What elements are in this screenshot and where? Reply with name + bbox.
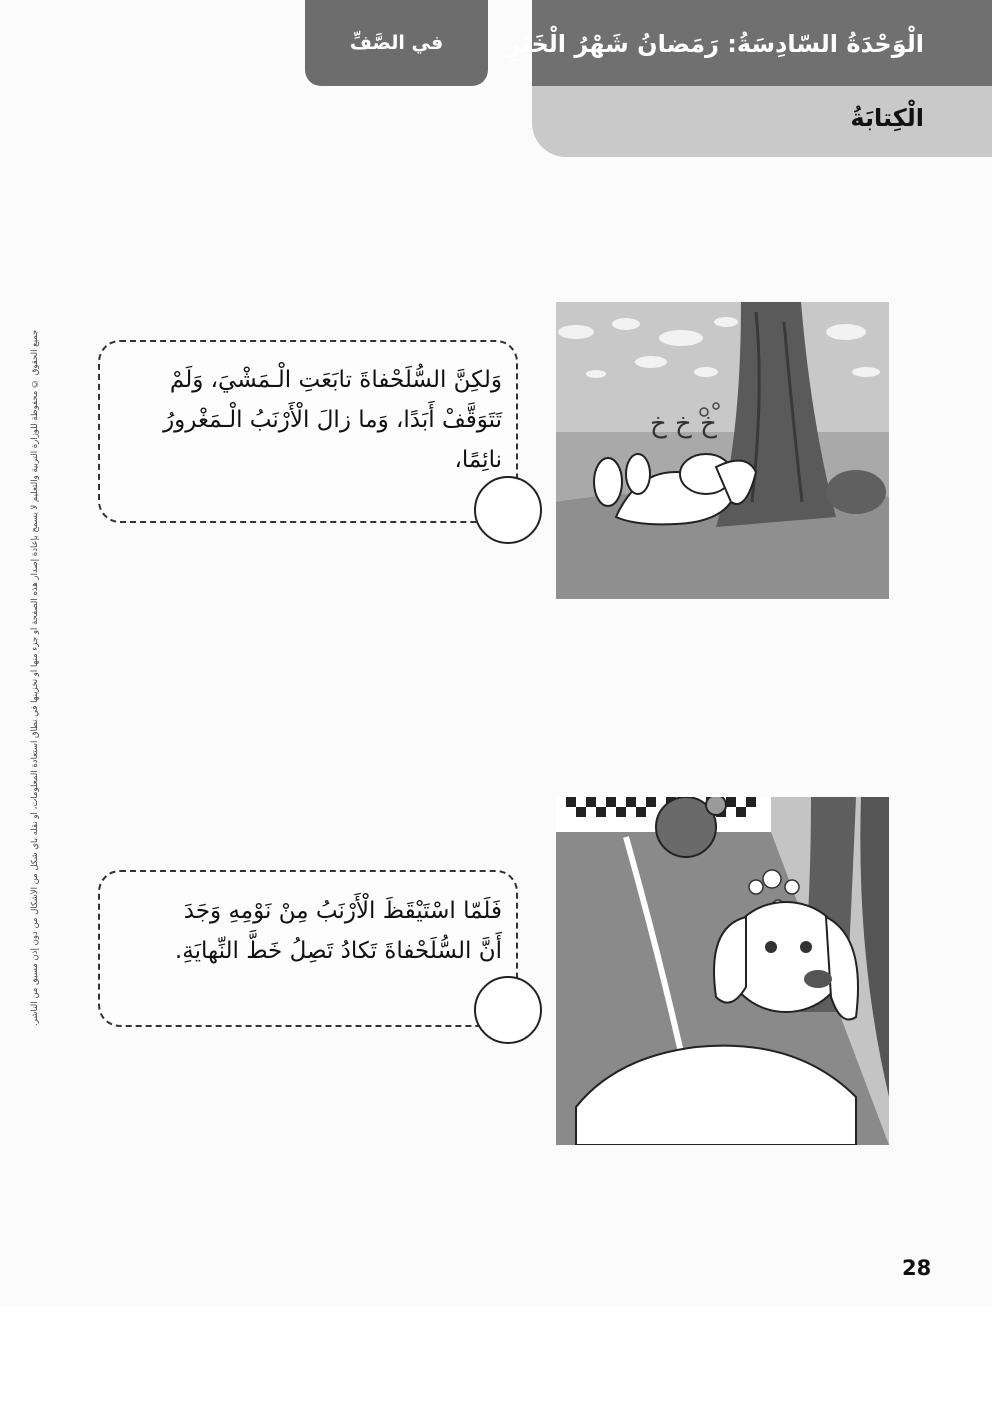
illustration-sleeping-rabbit bbox=[556, 302, 889, 599]
unit-title: الْوَحْدَةُ السّادِسَةُ: رَمَضانُ شَهْرُ الْخَيْرِ bbox=[532, 0, 992, 86]
class-tab-label: في الصَّفِّ bbox=[349, 32, 444, 54]
story-text-2 bbox=[102, 891, 502, 971]
class-tab bbox=[305, 0, 488, 86]
answer-circle-1[interactable] bbox=[474, 476, 542, 544]
illustration-rabbit-wakes bbox=[556, 797, 889, 1145]
story-2-line-1: فَلَمّا اسْتَيْقَظَ الْأَرْنَبُ مِنْ نَوْمِهِ وَجَدَ bbox=[183, 898, 502, 924]
snore-text: خ خ خ bbox=[650, 409, 717, 439]
story-1-line-1: وَلكِنَّ السُّلَحْفاةَ تابَعَتِ الْـمَشْيَ، وَلَمْ bbox=[169, 367, 502, 393]
story-2-line-2: أَنَّ السُّلَحْفاةَ تَكادُ تَصِلُ خَطَّ النِّهايَةِ. bbox=[174, 938, 502, 964]
story-1-line-2: تَتَوَقَّفْ أَبَدًا، وَما زالَ الْأَرْنَبُ الْـمَغْرورُ bbox=[163, 407, 502, 433]
story-1-line-3: نائِمًا، bbox=[454, 447, 502, 473]
section-title: الْكِتابَةُ bbox=[850, 104, 924, 132]
copyright-note: جميع الحقوق © محفوظة للوزارة التربية والتعليم لا يسمح بإعادة إصدار هذه الصفحة أو جزء منها أو تخزينها في نطاق استعادة المعلومات، أو نقله بأي شكل من الأشكال من دون إذن مسبق من الناشر. bbox=[30, 330, 40, 1027]
answer-circle-2[interactable] bbox=[474, 976, 542, 1044]
story-text-1 bbox=[102, 360, 502, 480]
scan-margin bbox=[0, 1307, 992, 1402]
page-number: 28 bbox=[902, 1256, 932, 1280]
